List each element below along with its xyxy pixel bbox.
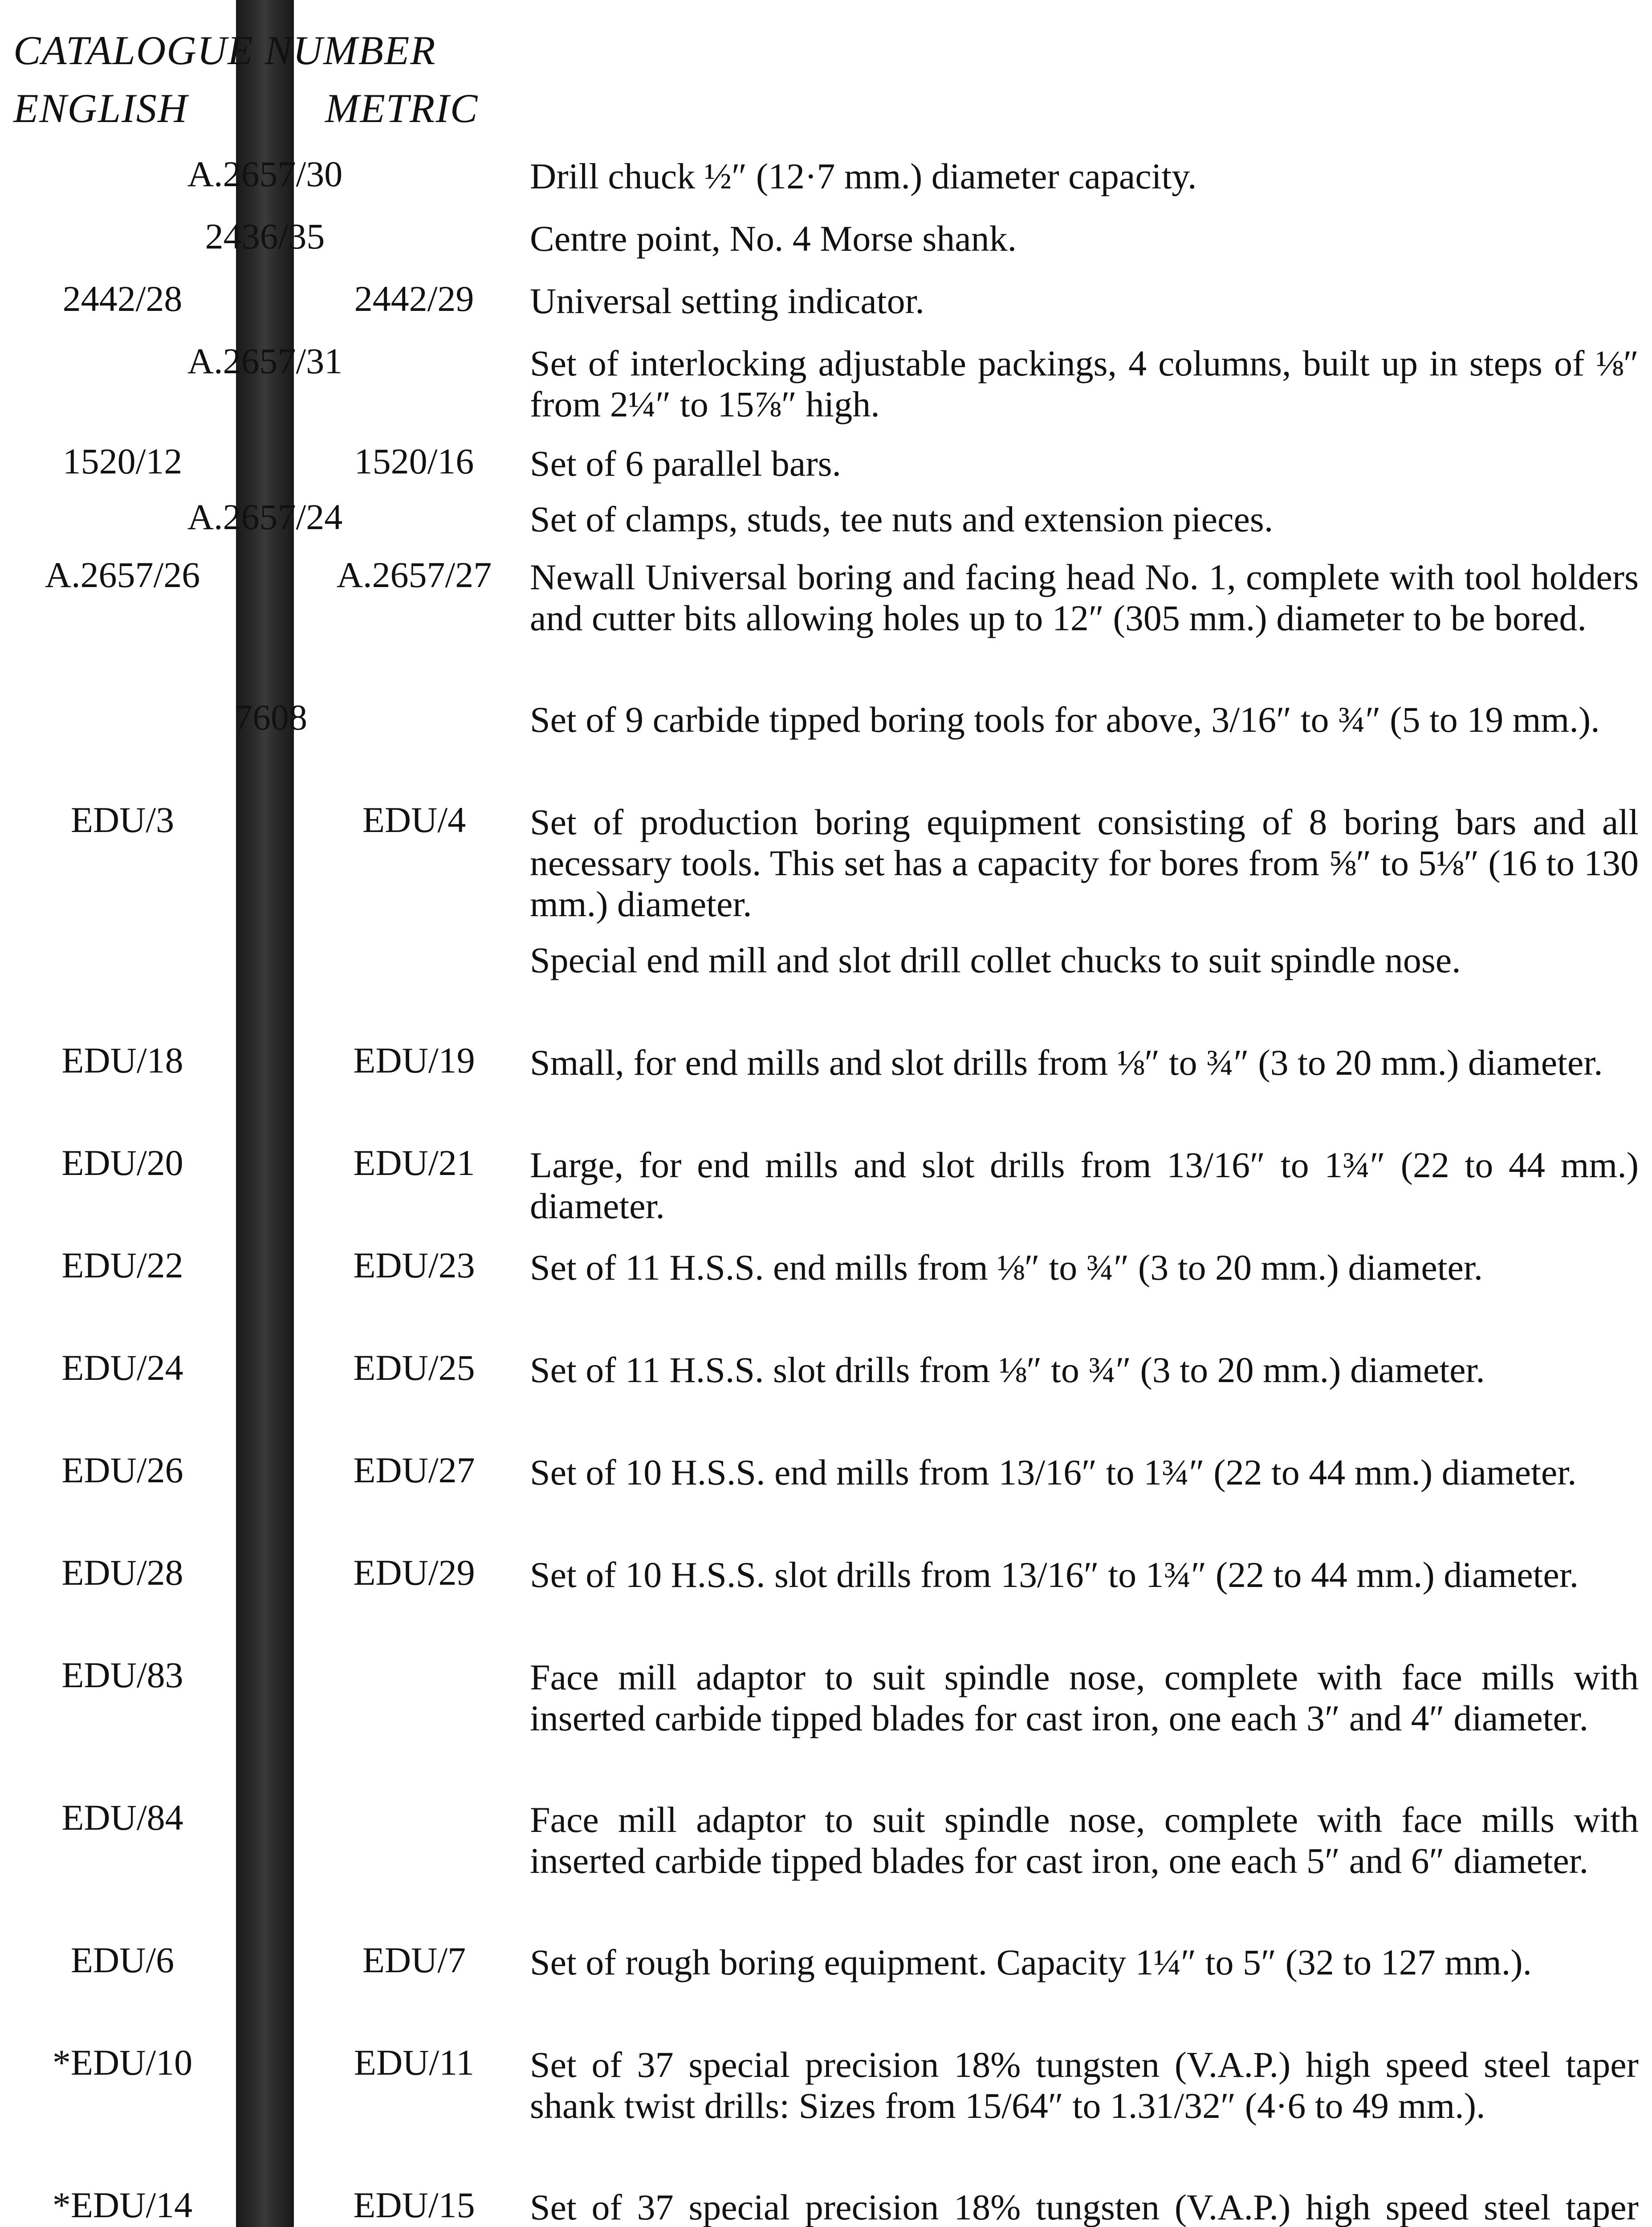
english-code: 1520/12 [62,441,183,481]
header-catalogue-number: CATALOGUE NUMBER [13,28,436,73]
metric-code: A.2657/27 [336,555,492,595]
metric-code: EDU/23 [353,1245,475,1285]
item-description: Set of 37 special precision 18% tungsten (V.A.P.) high speed steel taper [530,2187,1639,2227]
metric-code: 1520/16 [354,441,474,481]
english-code: 2442/28 [62,278,183,319]
item-description: Set of 9 carbide tipped boring tools for above, 3/16″ to ¾″ (5 to 19 mm.). [530,699,1600,740]
item-description: Face mill adaptor to suit spindle nose, complete with face mills with inserted carbide tipped blades for cast iron, one each 5″ and 6″ diameter. [530,1799,1639,1881]
item-description: Set of clamps, studs, tee nuts and extension pieces. [530,499,1274,539]
column-divider-strip [236,0,294,2227]
item-description: Set of 37 special precision 18% tungsten (V.A.P.) high speed steel taper shank twist drills: Sizes from 15/64″ to 1.31/32″ (4·6 to 49 mm.). [530,2044,1639,2126]
header-columns [13,85,479,132]
english-code: EDU/26 [61,1450,183,1490]
metric-code: EDU/7 [362,1940,466,1980]
header-english: ENGLISH [13,86,188,131]
english-code: A.2657/24 [187,497,343,537]
english-code: A.2657/30 [187,154,343,194]
metric-code: EDU/29 [353,1552,475,1593]
item-description: Drill chuck ½″ (12·7 mm.) diameter capacity. [530,156,1197,196]
item-description: Face mill adaptor to suit spindle nose, complete with face mills with inserted carbide tipped blades for cast iron, one each 3″ and 4″ diameter. [530,1657,1639,1738]
english-code: EDU/83 [61,1655,183,1695]
item-description: Small, for end mills and slot drills from ⅛″ to ¾″ (3 to 20 mm.) diameter. [530,1042,1603,1083]
item-description: Set of 10 H.S.S. end mills from 13/16″ to 1¾″ (22 to 44 mm.) diameter. [530,1452,1577,1493]
item-description: Special end mill and slot drill collet chucks to suit spindle nose. [530,940,1461,980]
english-code: EDU/22 [61,1245,183,1285]
item-description: Large, for end mills and slot drills from 13/16″ to 1¾″ (22 to 44 mm.) diameter. [530,1145,1639,1226]
metric-code: EDU/27 [353,1450,475,1490]
english-code: EDU/24 [61,1347,183,1388]
metric-code: EDU/4 [362,799,466,840]
english-code: EDU/6 [70,1940,175,1980]
item-description: Universal setting indicator. [530,281,924,321]
english-code: *EDU/14 [52,2185,193,2225]
metric-code: EDU/15 [353,2185,475,2225]
item-description: Set of 6 parallel bars. [530,443,842,484]
metric-code: EDU/19 [353,1040,475,1081]
item-description: Set of 10 H.S.S. slot drills from 13/16″ to 1¾″ (22 to 44 mm.) diameter. [530,1554,1579,1595]
metric-code: EDU/11 [354,2042,475,2083]
english-code: *EDU/10 [52,2042,193,2083]
item-description: Set of interlocking adjustable packings, 4 columns, built up in steps of ⅛″ from 2¼″ to 15⅞″ high. [530,343,1639,424]
english-code: EDU/20 [61,1142,183,1183]
metric-code: EDU/25 [353,1347,475,1388]
item-description: Centre point, No. 4 Morse shank. [530,218,1017,259]
item-description: Set of 11 H.S.S. slot drills from ⅛″ to ¾″ (3 to 20 mm.) diameter. [530,1350,1485,1390]
english-code: EDU/3 [70,799,175,840]
english-code: A.2657/26 [45,555,200,595]
english-code: EDU/18 [61,1040,183,1081]
header-metric: METRIC [325,86,479,131]
item-description: Set of rough boring equipment. Capacity 1¼″ to 5″ (32 to 127 mm.). [530,1942,1532,1982]
english-code: 2436/35 [205,216,325,257]
english-code: A.2657/31 [187,341,343,381]
item-description: Newall Universal boring and facing head No. 1, complete with tool holders and cutter bits allowing holes up to 12″ (305 mm.) diameter to be bored. [530,557,1639,638]
item-description: Set of 11 H.S.S. end mills from ⅛″ to ¾″ (3 to 20 mm.) diameter. [530,1247,1483,1288]
english-code: EDU/28 [61,1552,183,1593]
metric-code: 2442/29 [354,278,474,319]
item-description: Set of production boring equipment consisting of 8 boring bars and all necessary tools. This set has a capacity for bores from ⅝″ to 5⅛″ (16 to 130 mm.) diameter. [530,802,1639,924]
english-code: EDU/84 [61,1797,183,1838]
metric-code: EDU/21 [353,1142,475,1183]
english-code: 7608 [234,697,307,738]
